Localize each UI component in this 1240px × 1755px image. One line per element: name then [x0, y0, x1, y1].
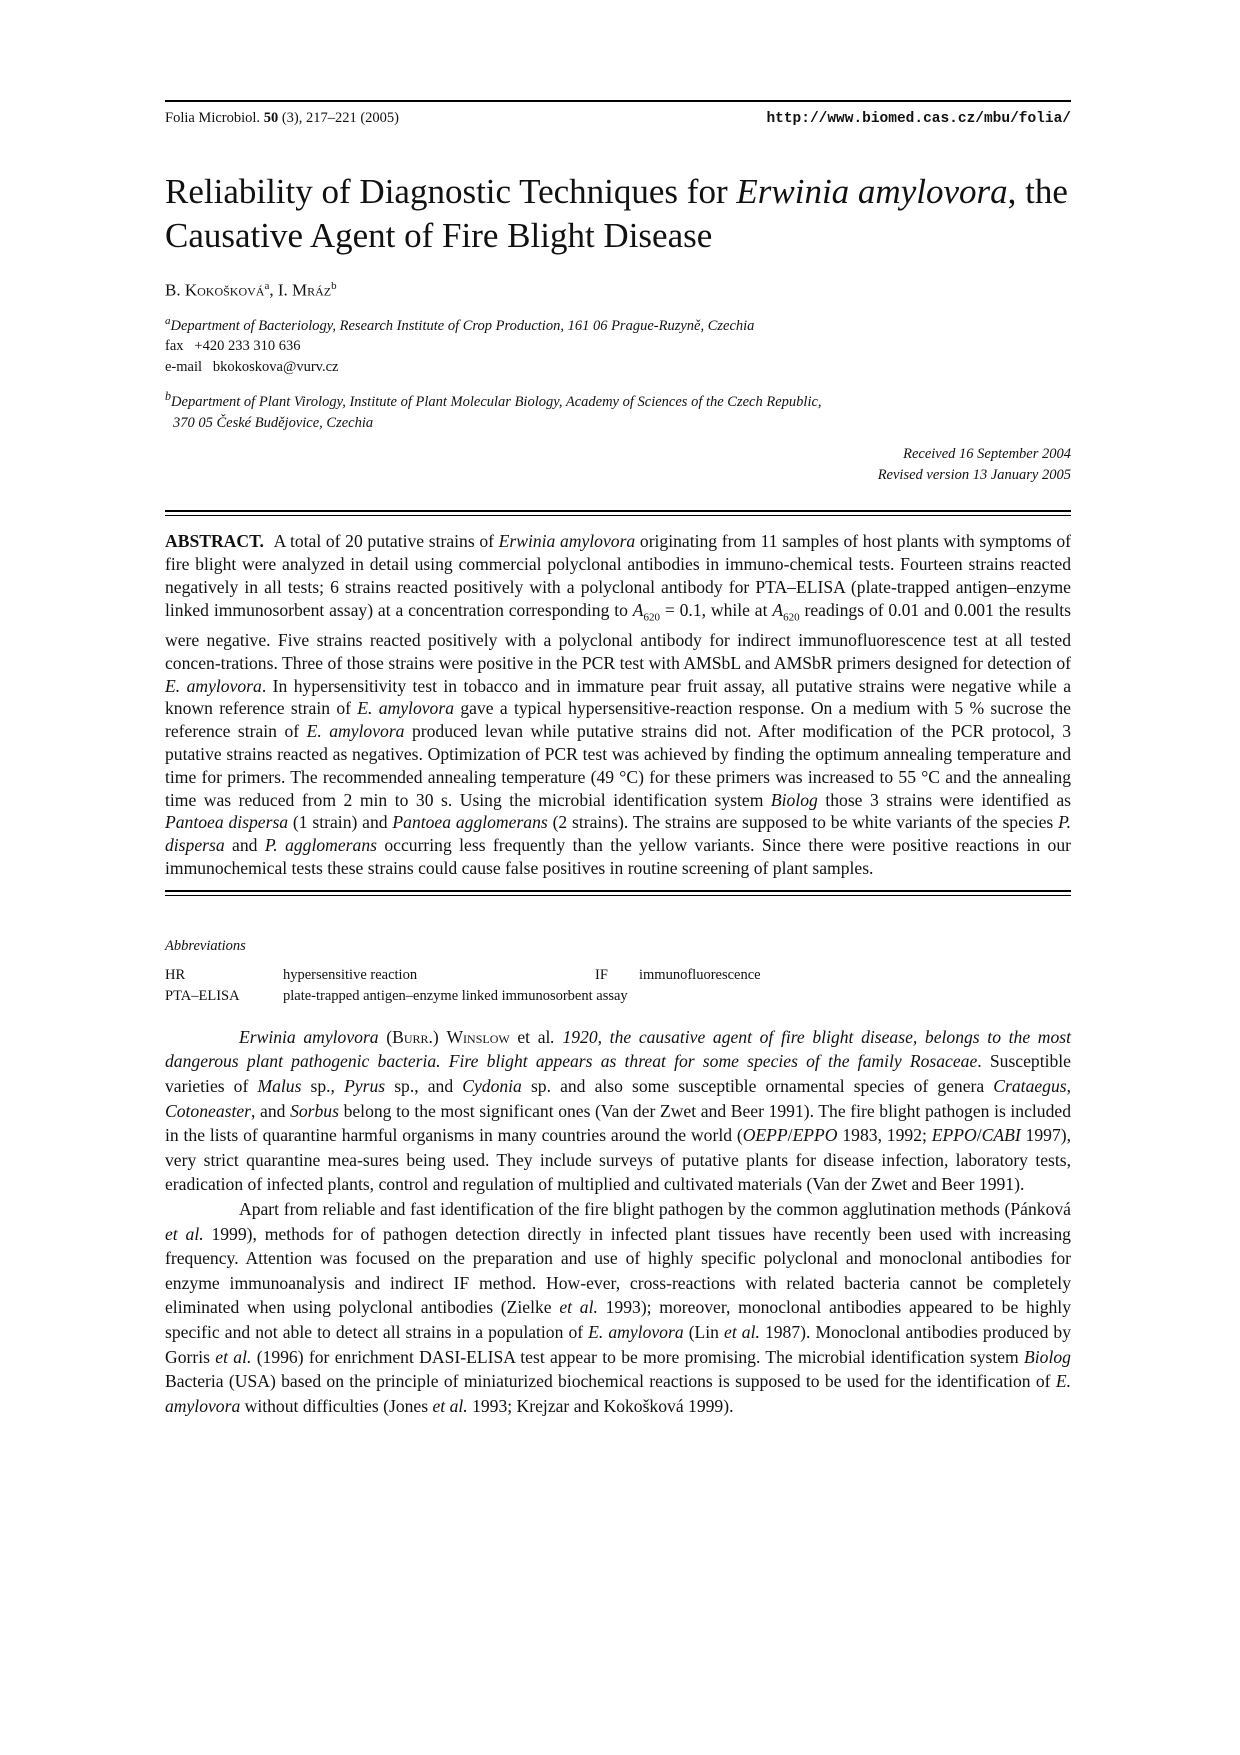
- paragraph-1: Erwinia amylovora (Burr.) Winslow et al. 1920, the causative agent of fire blight disease, belongs to the most dangerous plant pathogenic bacteria. Fire blight appears as threat for some species of the family Rosaceae. Susceptible varieties of Malus sp., Pyrus sp., and Cydonia sp. and also some susceptible ornamental species of genera Crataegus, Cotoneaster, and Sorbus belong to the most significant ones (Van der Zwet and Beer 1991). The fire blight pathogen is included in the lists of quarantine harmful organisms in many countries around the world (OEPP/EPPO 1983, 1992; EPPO/CABI 1997), very strict quarantine mea-sures being used. They include surveys of putative plants for disease infection, laboratory tests, eradication of infected plants, control and regulation of multiplied and cultivated materials (Van der Zwet and Beer 1991).: [165, 1026, 1072, 1195]
- body-text: [165, 1025, 1071, 1419]
- affiliation-b: $^b$Department of Plant Virology, Institute of Plant Molecular Biology, Academy of Sciences of the Czech Republic, 370 05 České Budějovice, Czechia: [165, 389, 822, 432]
- abstract: ABSTRACT. A total of 20 putative strains of Erwinia amylovora originating from 11 samples of host plants with symptoms of fire blight were analyzed in detail using commercial polyclonal antibodies in immuno-chemical tests. Fourteen strains reacted negatively in all tests; 6 strains reacted positively with a polyclonal antibody for PTA–ELISA (plate-trapped antigen–enzyme linked immunosorbent assay) at a concentration corresponding to $A_{620} = 0.1$, while at $A_{620}$ readings of 0.01 and 0.001 the results were negative. Five strains reacted positively with a polyclonal antibody for indirect immunofluorescence test at all tested concen-trations. Three of those strains were positive in the PCR test with AMSbL and AMSbR primers designed for detection of E. amylovora. In hypersensitivity test in tobacco and in immature pear fruit assay, all putative strains were negative while a known reference strain of E. amylovora gave a typical hypersensitive-reaction response. On a medium with 5 % sucrose the reference strain of E. amylovora produced levan while putative strains did not. After modification of the PCR protocol, 3 putative strains reacted as negatives. Optimization of PCR test was achieved by finding the optimum annealing temperature and time for primers. The recommended annealing temperature (49 °C) for these primers was increased to 55 °C and the annealing time was reduced from 2 min to 30 s. Using the microbial identification system Biolog those 3 strains were identified as Pantoea dispersa (1 strain) and Pantoea agglomerans (2 strains). The strains are supposed to be white variants of the species P. dispersa and P. agglomerans occurring less frequently than the yellow variants. Since there were positive reactions in our immunochemical tests these strains could cause false positives in routine screening of plant samples.: [165, 531, 1072, 878]
- abbreviations-table: [165, 965, 761, 1007]
- abbreviations-title: Abbreviations: [165, 937, 246, 954]
- contact-email: e-mail bkokoskova@vurv.cz: [165, 359, 339, 376]
- paper-title: Reliability of Diagnostic Techniques for Erwinia amylovora, the Causative Agent of Fire Blight Disease: [165, 172, 1068, 255]
- table-row: HR hypersensitive reaction IF immunofluorescence: [165, 966, 761, 983]
- paper-page: [165, 100, 1071, 1418]
- abstract-bottom-rule: [165, 890, 1071, 896]
- received-dates: Received 16 September 2004 Revised version 13 January 2005: [877, 446, 1071, 484]
- running-header: [165, 102, 1071, 127]
- authors: B. Kokošková$^a$, I. Mráz$^b$: [165, 280, 337, 300]
- paragraph-2: Apart from reliable and fast identification of the fire blight pathogen by the common agglutination methods (Pánková et al. 1999), methods for of pathogen detection directly in infected plant tissues have recently been used with increasing frequency. Attention was focused on the preparation and use of highly specific polyclonal and monoclonal antibodies for enzyme immunoanalysis and indirect IF method. How-ever, cross-reactions with related bacteria cannot be completely eliminated when using polyclonal antibodies (Zielke et al. 1993); moreover, monoclonal antibodies appeared to be highly specific and not able to detect all strains in a population of E. amylovora (Lin et al. 1987). Monoclonal antibodies produced by Gorris et al. (1996) for enrichment DASI-ELISA test appear to be more promising. The microbial identification system Biolog Bacteria (USA) based on the principle of miniaturized biochemical reactions is supposed to be used for the identification of E. amylovora without difficulties (Jones et al. 1993; Krejzar and Kokošková 1999).: [165, 1198, 1072, 1416]
- abstract-top-rule: [165, 510, 1071, 516]
- journal-url-link[interactable]: http://www.biomed.cas.cz/mbu/folia/: [766, 111, 1071, 127]
- citation: Folia Microbiol. 50 (3), 217–221 (2005): [165, 110, 400, 126]
- affiliation-a: $^a$Department of Bacteriology, Research Institute of Crop Production, 161 06 Prague-Ruzyně, Czechia: [165, 314, 755, 334]
- contact-fax: fax +420 233 310 636: [165, 338, 301, 355]
- table-row: PTA–ELISA plate-trapped antigen–enzyme linked immunosorbent assay: [165, 987, 628, 1004]
